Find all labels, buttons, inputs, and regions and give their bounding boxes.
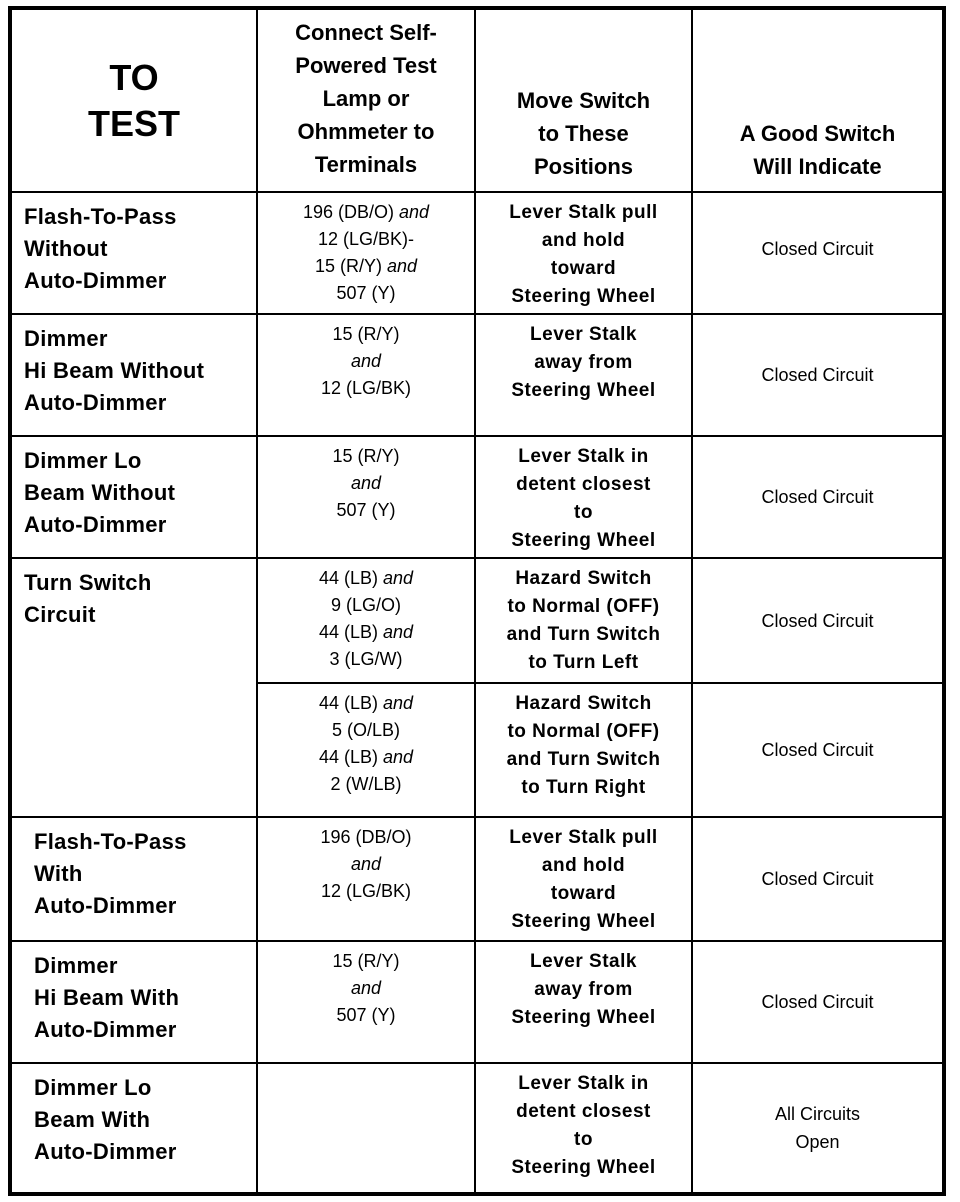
terminals-cell (257, 683, 475, 817)
terminal-line: 15 (R/Y) (332, 446, 400, 466)
positions-cell (475, 817, 692, 941)
header-good-line: A Good Switch (739, 121, 896, 146)
position-line: and hold (541, 855, 626, 876)
indicate-cell (692, 192, 944, 314)
header-to-test (10, 8, 257, 192)
test-line: Auto-Dimmer (24, 512, 167, 537)
position-line: and hold (541, 230, 626, 251)
test-line: Dimmer (34, 953, 118, 978)
terminals-cell (257, 192, 475, 314)
terminals-cell (257, 1063, 475, 1194)
indicate-line: Closed Circuit (761, 239, 874, 259)
table-row (10, 941, 944, 1063)
test-line: Turn Switch (24, 570, 152, 595)
terminal-line: 12 (LG/BK)- (317, 229, 415, 249)
test-line: Without (24, 236, 108, 261)
test-line: Beam Without (24, 480, 176, 505)
terminal-line: 196 (DB/O) (320, 827, 412, 847)
position-line: Steering Wheel (511, 911, 656, 932)
positions-cell (475, 1063, 692, 1194)
terminal-line: 5 (O/LB) (331, 720, 401, 740)
table-row (10, 436, 944, 558)
terminal-line: 12 (LG/BK) (320, 378, 412, 398)
position-line: detent closest (516, 1101, 651, 1122)
terminals-cell (257, 314, 475, 436)
test-cell (10, 817, 257, 941)
position-line: Lever Stalk in (518, 1073, 649, 1094)
test-line: Hi Beam With (34, 985, 180, 1010)
position-line: and Turn Switch (506, 624, 661, 645)
position-line: Lever Stalk (530, 324, 637, 345)
table-row (10, 558, 944, 683)
header-connect-line: Terminals (314, 152, 418, 177)
position-line: Steering Wheel (511, 380, 656, 401)
test-line: Auto-Dimmer (34, 893, 177, 918)
terminal-line: 12 (LG/BK) (320, 881, 412, 901)
test-line: Hi Beam Without (24, 358, 205, 383)
positions-cell (475, 683, 692, 817)
position-line: to (574, 502, 593, 523)
position-line: toward (550, 258, 617, 279)
position-line: to Normal (OFF) (507, 596, 660, 617)
positions-cell (475, 436, 692, 558)
position-line: Lever Stalk in (518, 446, 649, 467)
header-to-test-line: TEST (87, 102, 180, 144)
terminal-line: 9 (LG/O) (330, 595, 401, 615)
header-move-switch (475, 8, 692, 192)
position-line: Lever Stalk (530, 951, 637, 972)
position-line: to Normal (OFF) (507, 721, 660, 742)
terminal-line: and (350, 351, 382, 371)
test-line: Dimmer Lo (24, 448, 142, 473)
position-line: to Turn Right (521, 777, 646, 798)
terminal-line: 44 (LB) and (318, 622, 414, 642)
position-line: detent closest (516, 474, 651, 495)
positions-cell (475, 192, 692, 314)
position-line: Steering Wheel (511, 1007, 656, 1028)
header-good-switch (692, 8, 944, 192)
test-line: With (34, 861, 83, 886)
table-row (10, 1063, 944, 1194)
positions-cell (475, 558, 692, 683)
header-connect-terminals (257, 8, 475, 192)
indicate-cell (692, 436, 944, 558)
test-cell (10, 941, 257, 1063)
positions-cell (475, 314, 692, 436)
test-line: Auto-Dimmer (24, 268, 167, 293)
test-line: Beam With (34, 1107, 151, 1132)
header-connect-line: Ohmmeter to (297, 119, 435, 144)
terminal-line: 15 (R/Y) (332, 951, 400, 971)
test-line: Dimmer Lo (34, 1075, 152, 1100)
indicate-cell (692, 558, 944, 683)
terminal-line: 44 (LB) and (318, 747, 414, 767)
position-line: Lever Stalk pull (509, 827, 658, 848)
header-move-line: Move Switch (516, 88, 651, 113)
indicate-line: All Circuits (774, 1104, 860, 1124)
test-cell (10, 314, 257, 436)
position-line: to (574, 1129, 593, 1150)
indicate-line: Closed Circuit (761, 869, 874, 889)
header-connect-line: Connect Self- (295, 20, 437, 45)
terminals-cell (257, 941, 475, 1063)
terminal-line: 2 (W/LB) (330, 774, 402, 794)
header-to-test-line: TO (109, 56, 159, 98)
indicate-line: Open (795, 1132, 840, 1152)
test-line: Auto-Dimmer (34, 1017, 177, 1042)
position-line: away from (534, 979, 633, 1000)
position-line: Hazard Switch (515, 568, 652, 589)
position-line: Steering Wheel (511, 530, 656, 551)
terminal-line: 507 (Y) (336, 1005, 396, 1025)
test-cell (10, 558, 257, 817)
header-connect-line: Lamp or (322, 86, 410, 111)
terminal-line: and (350, 854, 382, 874)
position-line: toward (550, 883, 617, 904)
terminals-cell (257, 558, 475, 683)
terminal-line: 507 (Y) (336, 500, 396, 520)
position-line: Hazard Switch (515, 693, 652, 714)
indicate-line: Closed Circuit (761, 740, 874, 760)
terminal-line: 3 (LG/W) (329, 649, 403, 669)
header-move-line: to These (538, 121, 629, 146)
indicate-line: Closed Circuit (761, 365, 874, 385)
header-connect-line: Powered Test (295, 53, 437, 78)
header-move-line: Positions (533, 154, 633, 179)
terminal-line: 44 (LB) and (318, 568, 414, 588)
positions-cell (475, 941, 692, 1063)
terminal-line: 15 (R/Y) (332, 324, 400, 344)
test-line: Auto-Dimmer (34, 1139, 177, 1164)
test-line: Dimmer (24, 326, 108, 351)
terminal-line: and (350, 978, 382, 998)
position-line: Steering Wheel (511, 1157, 656, 1178)
header-good-line: Will Indicate (753, 154, 882, 179)
terminal-line: 196 (DB/O) and (302, 202, 430, 222)
terminal-line: 44 (LB) and (318, 693, 414, 713)
test-cell (10, 192, 257, 314)
test-cell (10, 436, 257, 558)
terminals-cell (257, 436, 475, 558)
indicate-cell (692, 941, 944, 1063)
position-line: Lever Stalk pull (509, 202, 658, 223)
terminal-line: 507 (Y) (336, 283, 396, 303)
terminal-line: 15 (R/Y) and (314, 256, 418, 276)
position-line: and Turn Switch (506, 749, 661, 770)
switch-test-table (8, 6, 946, 1196)
indicate-cell (692, 314, 944, 436)
test-line: Flash-To-Pass (24, 204, 177, 229)
indicate-line: Closed Circuit (761, 992, 874, 1012)
test-line: Auto-Dimmer (24, 390, 167, 415)
test-line: Circuit (24, 602, 96, 627)
table-row (10, 192, 944, 314)
test-line: Flash-To-Pass (34, 829, 187, 854)
indicate-cell (692, 817, 944, 941)
indicate-line: Closed Circuit (761, 610, 874, 631)
position-line: away from (534, 352, 633, 373)
indicate-cell (692, 683, 944, 817)
test-cell (10, 1063, 257, 1194)
terminal-line: and (350, 473, 382, 493)
table-row (10, 817, 944, 941)
header-row (10, 8, 944, 192)
indicate-cell (692, 1063, 944, 1194)
table-row (10, 314, 944, 436)
indicate-line: Closed Circuit (761, 487, 874, 507)
position-line: Steering Wheel (511, 286, 656, 307)
terminals-cell (257, 817, 475, 941)
position-line: to Turn Left (528, 652, 639, 673)
